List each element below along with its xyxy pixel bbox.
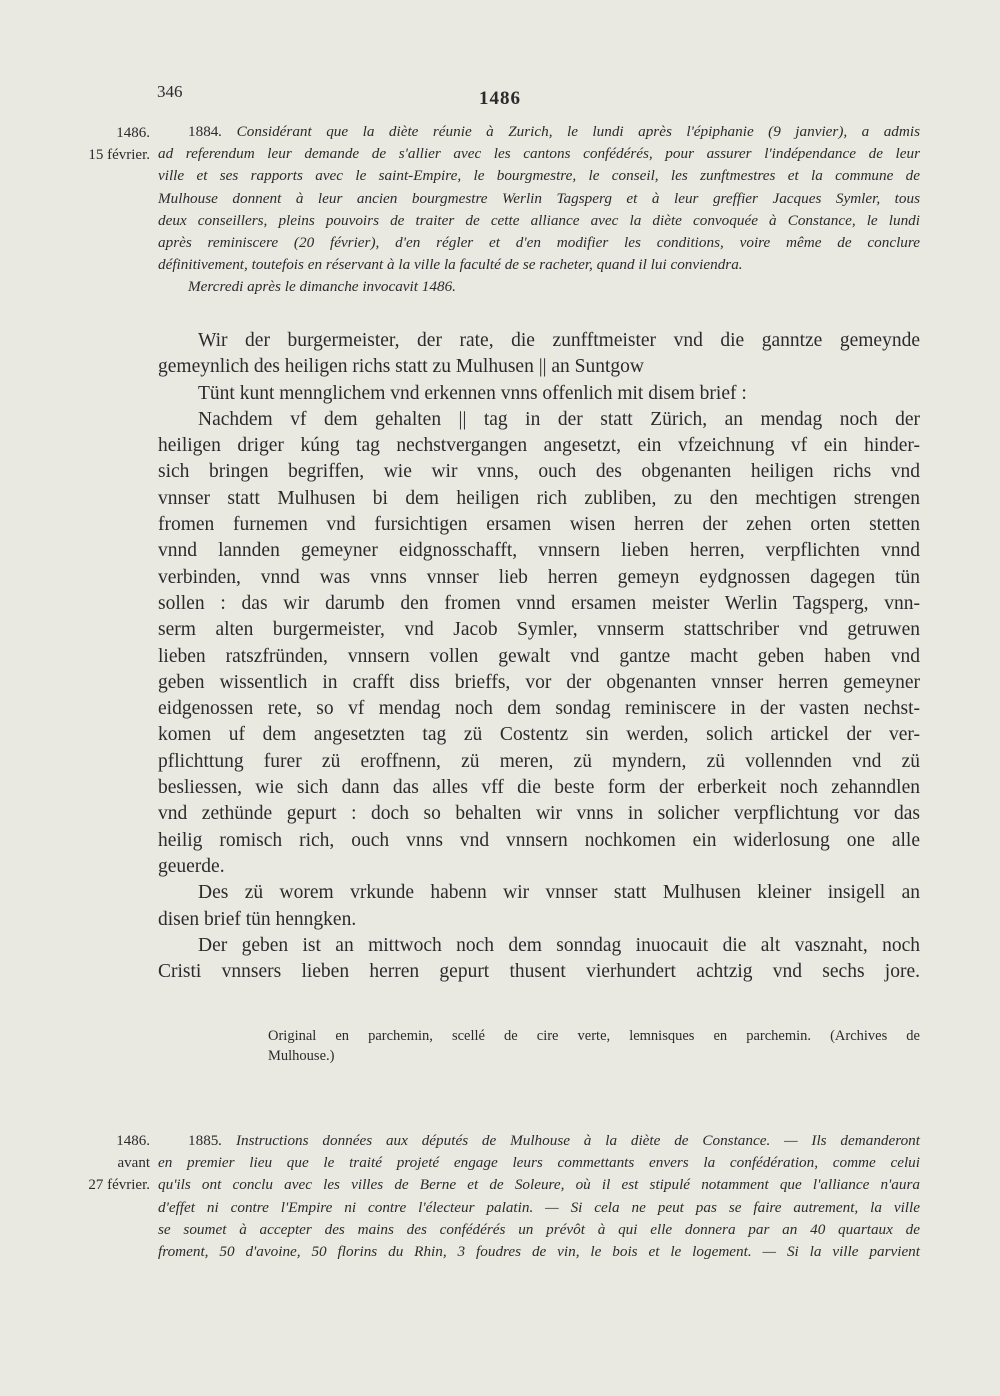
regest-1884: 1884. Considérant que la diète réunie à Zurich, le lundi après l'épiphanie (9 janvier), a admis ad referendum leur demande de s'allier avec les cantons confédérés, pour assurer l'indépendance de leur ville et ses rapports avec le saint-Empire, le bourgmestre, le conseil, les zunftmestres et la commune de Mulhouse donnent à leur ancien bourgmestre Werlin Tagsperg et à leur greffier Jacques Symler, tous deux conseillers, pleins pouvoirs de traiter de cette alliance avec la diète convoquée à Constance, le lundi après reminiscere (20 février), d'en régler et d'en modifier les conditions, voire même de conclure définitivement, toutefois en réservant à la ville la faculté de se racheter, quand il lui conviendra. Mercredi après le dimanche invocavit 1486. bbox=[158, 121, 920, 299]
margin-date-1885: 1486. avant 27 février. bbox=[88, 1133, 150, 1193]
source-note: Original en parchemin, scellé de cire verte, lemnisques en parchemin. (Archives de Mulhouse.) bbox=[268, 1028, 920, 1064]
entry-number: 1884 bbox=[188, 123, 219, 140]
charter-text: Wir der burgermeister, der rate, die zunfftmeister vnd die ganntze gemeynde gemeynlich des heiligen richs statt zu Mulhusen || an Suntgow Tünt kunt mennglichem vnd erkennen vnns offenlich mit disem brief : Nachdem vf dem gehalten || tag in der statt Zürich, an mendag noch der heiligen driger kúng tag nechstvergangen angesetzt, ein vfzeichnung vf ein hinder- sich bringen begriffen, wie wir vnns, ouch des obgenanten heiligen richs vnd vnnser statt Mulhusen bi dem heiligen rich zubliben, zu den mechtigen strengen fromen furnemen vnd fursichtigen ersamen wisen herren der zehen orten stetten vnnd lannden gemeyner eidgnosschafft, vnnsern lieben herren, verpflichten vnnd verbinden, vnnd was vnns vnnser lieb herren gemeyn eydgnossen dagegen tün sollen : das wir darumb den fromen vnnd ersamen meister Werlin Tagsperg, vnn- serm alten burgermeister, vnd Jacob Symler, vnnserm stattschriber vnd getruwen lieben ratszfründen, vnnsern vollen gewalt vnd gantze macht geben haben vnd geben wissentlich in crafft diss brieffs, vor der obgenanten vnnser herren gemeyner eidgenossen rete, so vf mendag noch dem sondag reminiscere in der vasten nechst- komen uf dem angesetzten tag zü Costentz sin werden, solich artickel der ver- pflichttung furer zü eroffnenn, zü meren, zü myndern, zü vollennden vnd zü besliessen, wie sich dann das alles vff die beste form der erberkeit noch zehanndlen vnd zethünde gepurt : doch so behalten wir vnns in solicher verpflichtung vor das heilig romisch rich, ouch vnns vnd vnnsern nochkomen ein widerlosung one alle geuerde. Des zü worem vrkunde habenn wir vnnser statt Mulhusen kleiner insigell an disen brief tün henngken. Der geben ist an mittwoch noch dem sonndag inuocauit die alt vasznaht, noch Cristi vnnsers lieben herren gepurt thusent vierhundert achtzig vnd sechs jore. bbox=[158, 330, 920, 983]
page-number: 346 bbox=[157, 82, 183, 101]
regest-1885: 1885. Instructions données aux députés de Mulhouse à la diète de Constance. — Ils demanderont en premier lieu que le traité projeté engage leurs commettants envers la confédération, comme celui qu'ils ont conclu avec les villes de Berne et de Soleure, où il est stipulé notamment que l'alliance n'aura d'effet ni contre l'Empire ni contre l'électeur palatin. — Si cela ne peut pas se faire autrement, la ville se soumet à accepter des mains des confédérés un prévôt à qui elle donnera par an 40 quartaux de froment, 50 d'avoine, 50 florins du Rhin, 3 foudres de vin, le bois et le logement. — Si la ville parvient bbox=[158, 1132, 920, 1261]
entry-number: 1885 bbox=[188, 1132, 219, 1149]
dateline: Mercredi après le dimanche invocavit 1486. bbox=[188, 278, 456, 296]
margin-date-1884: 1486. 15 février. bbox=[88, 125, 150, 163]
running-head: 1486 bbox=[479, 88, 521, 109]
